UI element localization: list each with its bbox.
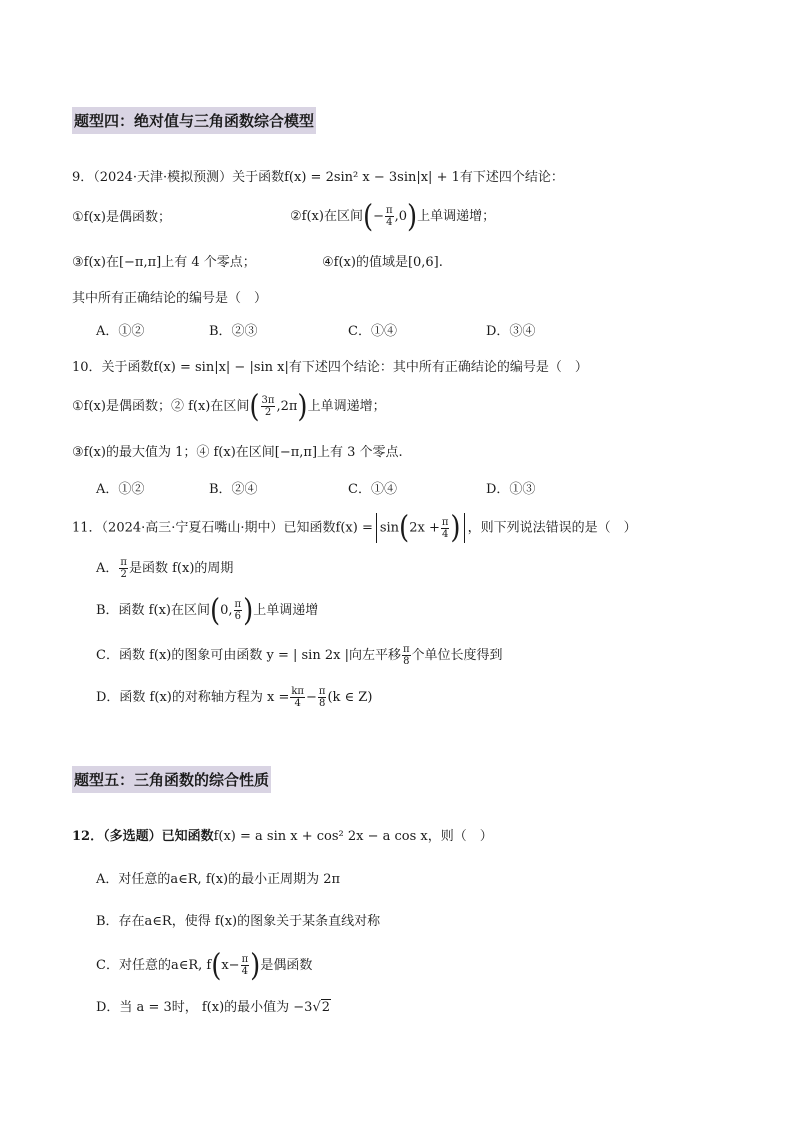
q11-option-c-post: 个单位长度得到 <box>411 648 503 663</box>
q11-option-d-post: (k ∈ Z) <box>327 690 373 705</box>
question-12-stem <box>72 827 493 847</box>
q9-c2-right: ,0 <box>394 209 407 224</box>
q9-suffix: 有下述四个结论： <box>459 170 564 185</box>
q11-fraction: $\frac{\pi}{4}$ <box>441 516 449 540</box>
q12-option-c-post: 是偶函数 <box>260 958 313 973</box>
q12-option-c-fraction: $\frac{\pi}{4}$ <box>241 954 249 977</box>
q9-conclusion-3: ③f(x)在[−π,π]上有 4 个零点； <box>72 255 256 270</box>
q9-c2-post: 上单调递增； <box>417 209 496 224</box>
q9-option-a: A．①② <box>96 324 145 339</box>
right-paren: ) <box>297 388 308 425</box>
q9-ask: 其中所有正确结论的编号是（ ） <box>72 291 268 306</box>
q11-option-a-label: A． <box>96 561 119 576</box>
q11-option-c-fraction: $\frac{\pi}{8}$ <box>402 644 410 667</box>
q12-option-c <box>96 947 313 984</box>
q10-suffix: 有下述四个结论：其中所有正确结论的编号是（ ） <box>288 360 588 375</box>
q11-option-b-pre: B．函数 f(x)在区间 <box>96 603 210 618</box>
q11-option-d-fraction-1: $\frac{k\pi}{4}$ <box>291 686 304 709</box>
q9-c2-fraction: $\frac{\pi}{4}$ <box>386 205 393 228</box>
q11-option-a-fraction: $\frac{\pi}{2}$ <box>120 557 127 580</box>
sqrt-symbol: √2 <box>312 1000 331 1015</box>
q9-option-b: B．②③ <box>209 324 258 339</box>
q9-conclusion-1: ①f(x)是偶函数； <box>72 210 171 225</box>
q10-option-c: C．①④ <box>348 482 397 497</box>
q12-option-d-pre: D．当 a = 3时， f(x)的最小值为 −3 <box>96 1000 313 1015</box>
q11-option-d-minus: − <box>305 690 317 705</box>
left-paren: ( <box>362 198 374 235</box>
abs-bar-right <box>464 513 465 543</box>
q9-prefix: 9．（2024·天津·模拟预测）关于函数 <box>72 170 285 185</box>
q11-option-d-fraction-2: $\frac{\pi}{8}$ <box>318 686 326 709</box>
question-9-stem <box>72 168 564 188</box>
left-paren: ( <box>249 388 260 425</box>
q11-arg: 2x + <box>409 520 440 536</box>
q12-option-c-arg: x− <box>221 958 240 973</box>
question-10-stem <box>72 358 588 378</box>
q11-option-a <box>96 557 233 580</box>
q11-suffix: ，则下列说法错误的是（ ） <box>467 520 637 536</box>
q11-option-d-pre: D．函数 f(x)的对称轴方程为 x = <box>96 690 290 705</box>
q9-c2-minus: − <box>373 209 385 224</box>
q12-option-b: B．存在a∈R，使得 f(x)的图象关于某条直线对称 <box>96 914 381 929</box>
q11-option-c <box>96 644 503 667</box>
q10-conclusions-1-2 <box>72 388 386 425</box>
q10-c12-right: ,2π <box>276 399 298 414</box>
q10-c12-post: 上单调递增； <box>307 399 386 414</box>
q9-formula: f(x) = 2sin² x − 3sin|x| + 1 <box>284 170 460 185</box>
q10-prefix: 10．关于函数 <box>72 360 154 375</box>
q11-formula-lhs: f(x) = <box>335 520 373 536</box>
q11-option-d <box>96 686 372 709</box>
sqrt-radicand: 2 <box>321 1000 331 1015</box>
right-paren: ) <box>407 198 418 235</box>
q11-option-a-text: 是函数 f(x)的周期 <box>128 561 234 576</box>
q10-c12-pre: ①f(x)是偶函数；② f(x)在区间 <box>72 399 250 414</box>
abs-bar-left <box>376 513 377 543</box>
q9-c2-pre: ②f(x)在区间 <box>290 209 363 224</box>
q9-option-d: D．③④ <box>486 324 536 339</box>
q12-option-d <box>96 998 331 1018</box>
q11-option-c-pre: C．函数 f(x)的图象可由函数 y = | sin 2x |向左平移 <box>96 648 401 663</box>
left-paren: ( <box>399 510 410 546</box>
right-paren: ) <box>243 592 254 629</box>
q11-option-b-interval: 0, <box>220 603 233 618</box>
q12-suffix: ，则（ ） <box>427 829 493 844</box>
right-paren: ) <box>450 510 461 546</box>
left-paren: ( <box>211 947 222 984</box>
q12-option-c-pre: C．对任意的a∈R, f <box>96 958 212 973</box>
q10-option-b: B．②④ <box>209 482 258 497</box>
q10-option-d: D．①③ <box>486 482 536 497</box>
q10-option-a: A．①② <box>96 482 145 497</box>
q9-conclusion-2 <box>290 198 496 235</box>
q10-conclusions-3-4: ③f(x)的最大值为 1；④ f(x)在区间[−π,π]上有 3 个零点. <box>72 445 403 460</box>
q12-formula: f(x) = a sin x + cos² 2x − a cos x <box>213 829 428 844</box>
q11-prefix: 11．（2024·高三·宁夏石嘴山·期中）已知函数 <box>72 520 336 536</box>
left-paren: ( <box>209 592 221 629</box>
section-title-4: 题型四：绝对值与三角函数综合模型 <box>72 107 316 134</box>
q10-formula: f(x) = sin|x| − |sin x| <box>153 360 289 375</box>
q11-option-b-fraction: $\frac{\pi}{6}$ <box>234 599 242 622</box>
q10-c12-fraction: $\frac{3\pi}{2}$ <box>261 395 275 418</box>
q9-conclusion-4: ④f(x)的值域是[0,6]. <box>322 255 443 270</box>
q11-option-b-post: 上单调递增 <box>253 603 319 618</box>
q11-sin: sin <box>379 520 400 536</box>
q9-option-c: C．①④ <box>348 324 397 339</box>
question-11-stem <box>72 510 637 546</box>
q12-option-a: A．对任意的a∈R, f(x)的最小正周期为 2π <box>96 872 341 887</box>
q12-prefix: 12．（多选题）已知函数 <box>72 829 214 844</box>
q11-option-b <box>96 592 319 629</box>
section-title-5: 题型五：三角函数的综合性质 <box>72 766 271 793</box>
right-paren: ) <box>250 947 261 984</box>
